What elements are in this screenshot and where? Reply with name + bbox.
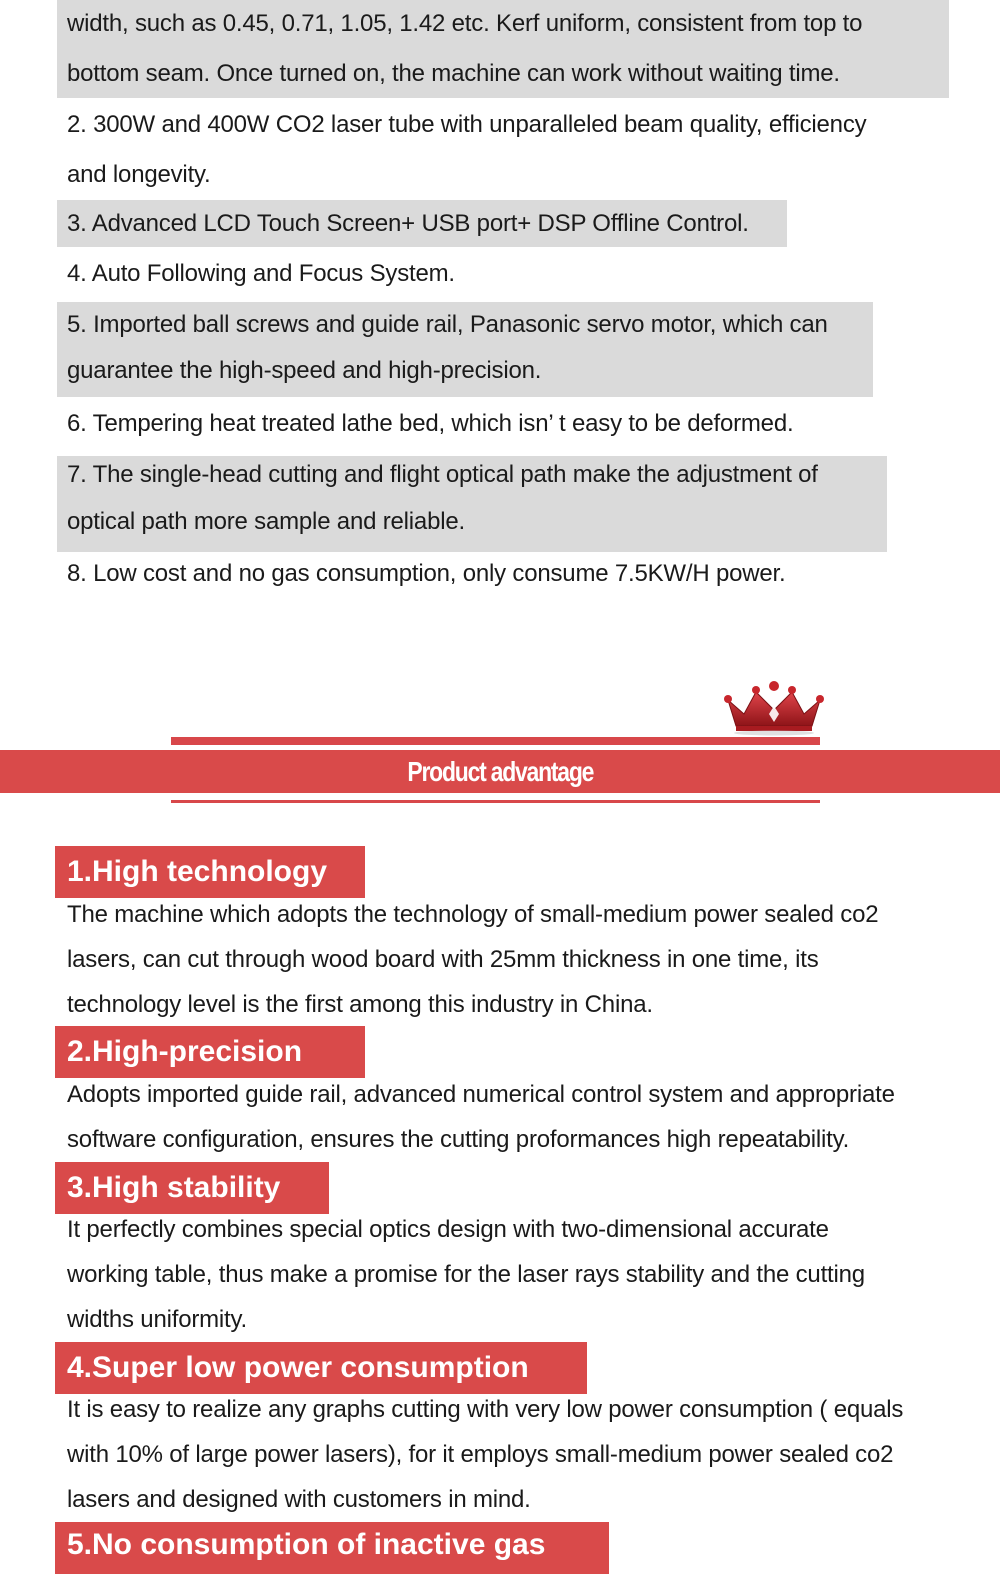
text-line: technology level is the first among this industry in China. xyxy=(67,991,653,1018)
feature-item xyxy=(57,302,873,397)
feature-line: 6. Tempering heat treated lathe bed, which isn’ t easy to be deformed. xyxy=(67,410,794,437)
feature-line: width, such as 0.45, 0.71, 1.05, 1.42 etc. Kerf uniform, consistent from top to xyxy=(67,10,863,37)
divider-top xyxy=(171,737,820,745)
feature-line: bottom seam. Once turned on, the machine can work without waiting time. xyxy=(67,60,840,87)
text-line: lasers and designed with customers in mind. xyxy=(67,1486,531,1513)
advantage-heading-text: 1.High technology xyxy=(67,855,328,888)
advantage-text xyxy=(67,892,967,1027)
advantage-heading-text: 3.High stability xyxy=(67,1171,281,1204)
feature-line: and longevity. xyxy=(67,161,211,188)
advantage-heading xyxy=(55,1522,609,1574)
text-line: Adopts imported guide rail, advanced numerical control system and appropriate xyxy=(67,1081,895,1108)
advantage-heading-text: 2.High-precision xyxy=(67,1035,303,1068)
feature-line: 5. Imported ball screws and guide rail, Panasonic servo motor, which can xyxy=(67,311,828,338)
feature-line: 2. 300W and 400W CO2 laser tube with unparalleled beam quality, efficiency xyxy=(67,111,867,138)
text-line: with 10% of large power lasers), for it employs small-medium power sealed co2 xyxy=(67,1441,894,1468)
text-line: It is easy to realize any graphs cutting with very low power consumption ( equals xyxy=(67,1396,904,1423)
feature-item xyxy=(57,100,949,200)
advantage-heading-text: 5.No consumption of inactive gas xyxy=(67,1528,546,1561)
feature-line: 3. Advanced LCD Touch Screen+ USB port+ DSP Offline Control. xyxy=(67,210,749,237)
advantage-heading-text: 4.Super low power consumption xyxy=(67,1351,529,1384)
divider-bottom xyxy=(171,800,820,803)
feature-line: guarantee the high-speed and high-precision. xyxy=(67,357,542,384)
text-line: widths uniformity. xyxy=(67,1306,248,1333)
advantage-text xyxy=(67,1207,967,1342)
text-line: software configuration, ensures the cutting proformances high repeatability. xyxy=(67,1126,850,1153)
text-line: working table, thus make a promise for the laser rays stability and the cutting xyxy=(67,1261,865,1288)
advantage-heading xyxy=(55,846,365,898)
feature-line: 7. The single-head cutting and flight optical path make the adjustment of xyxy=(67,461,818,488)
feature-item xyxy=(57,456,887,552)
text-line: lasers, can cut through wood board with 25mm thickness in one time, its xyxy=(67,946,819,973)
feature-line: 8. Low cost and no gas consumption, only consume 7.5KW/H power. xyxy=(67,560,786,587)
feature-item xyxy=(57,200,787,247)
crown-icon xyxy=(722,680,826,736)
section-title: Product advantage xyxy=(407,755,593,787)
text-line: It perfectly combines special optics design with two-dimensional accurate xyxy=(67,1216,829,1243)
text-line: The machine which adopts the technology of small-medium power sealed co2 xyxy=(67,901,879,928)
feature-item xyxy=(57,399,949,449)
feature-item xyxy=(57,0,949,98)
advantage-text xyxy=(67,1387,967,1522)
feature-item xyxy=(57,549,949,599)
advantage-text xyxy=(67,1072,967,1162)
advantage-heading xyxy=(55,1026,365,1078)
feature-item xyxy=(57,249,757,299)
section-banner xyxy=(0,750,1000,793)
feature-line: 4. Auto Following and Focus System. xyxy=(67,260,455,287)
feature-line: optical path more sample and reliable. xyxy=(67,508,465,535)
